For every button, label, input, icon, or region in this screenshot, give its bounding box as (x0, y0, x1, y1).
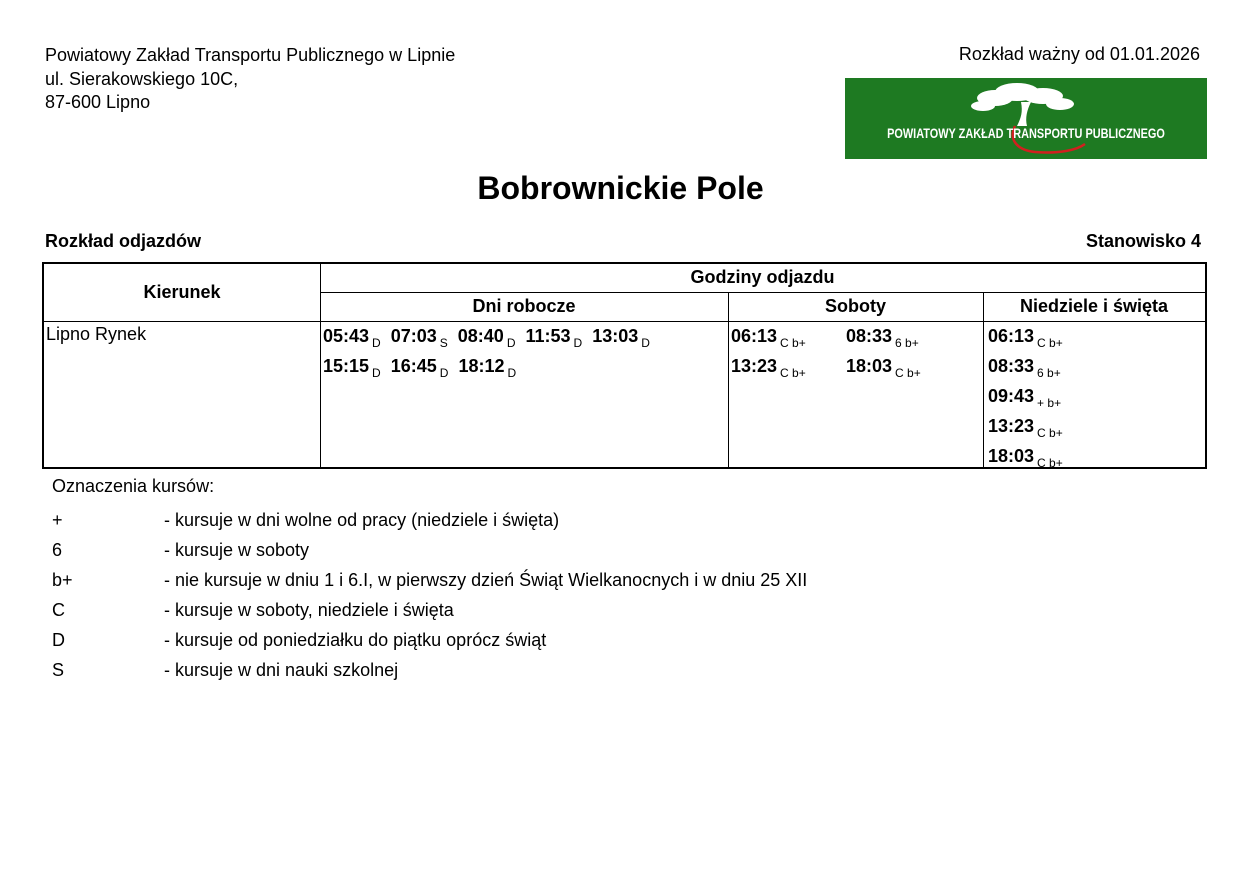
divider (728, 292, 729, 467)
departure-entry (731, 321, 846, 353)
departure-mark: C b+ (780, 336, 806, 350)
departure-entry (988, 381, 1061, 413)
time-row (731, 321, 961, 351)
legend-description: - kursuje w soboty, niedziele i święta (164, 600, 454, 620)
departure-entry (592, 321, 650, 353)
column-header-weekdays: Dni robocze (472, 296, 576, 316)
time-row (323, 321, 650, 351)
departure-entry (988, 411, 1063, 443)
departure-time: 15:15 (323, 356, 370, 376)
departure-mark: C b+ (895, 366, 921, 380)
departure-mark: D (573, 336, 583, 350)
departure-entry (731, 351, 846, 383)
time-row (731, 351, 961, 381)
departure-mark: C b+ (780, 366, 806, 380)
column-header-direction: Kierunek (143, 282, 221, 302)
time-row (988, 381, 1063, 411)
legend-item (52, 627, 807, 657)
saturday-times (731, 321, 961, 381)
departure-entry (323, 321, 381, 353)
legend-code: S (52, 660, 65, 680)
column-header-sundays: Niedziele i święta (1019, 296, 1169, 316)
legend-item (52, 597, 807, 627)
legend-code: + (52, 510, 63, 530)
time-row (988, 411, 1063, 441)
time-row (988, 351, 1063, 381)
sunday-times (988, 321, 1063, 471)
legend-list (52, 507, 807, 687)
legend-description: - kursuje w soboty (164, 540, 310, 560)
departure-time: 13:23 (731, 356, 778, 376)
departure-mark: 6 b+ (895, 336, 919, 350)
time-row (323, 351, 650, 381)
departure-mark: + b+ (1037, 396, 1062, 410)
validity-date: Rozkład ważny od 01.01.2026 (958, 44, 1200, 64)
departure-entry (846, 321, 961, 353)
company-name: Powiatowy Zakład Transportu Publicznego w Lipnie (45, 45, 456, 65)
departure-entry (988, 441, 1063, 473)
tree-icon (845, 78, 1207, 159)
column-header-saturdays: Soboty (825, 296, 886, 316)
departure-mark: 6 b+ (1037, 366, 1061, 380)
company-logo (845, 78, 1207, 159)
departure-mark: D (506, 336, 516, 350)
subtitle-departures: Rozkład odjazdów (45, 231, 202, 251)
departure-time: 13:03 (592, 326, 639, 346)
postal-city: 87-600 Lipno (45, 92, 151, 112)
departure-mark: D (507, 366, 517, 380)
platform-number: Stanowisko 4 (1085, 231, 1201, 251)
departure-time: 16:45 (390, 356, 437, 376)
departure-time: 08:40 (457, 326, 504, 346)
legend-description: - kursuje od poniedziałku do piątku oprócz świąt (164, 630, 547, 650)
departure-entry (988, 321, 1063, 353)
weekday-times (323, 321, 650, 381)
departure-entry (458, 321, 516, 353)
legend-item (52, 507, 807, 537)
departure-entry (458, 351, 516, 383)
departure-entry (988, 351, 1061, 383)
legend-item (52, 567, 807, 597)
departure-time: 09:43 (988, 386, 1035, 406)
column-header-hours: Godziny odjazdu (690, 267, 835, 287)
departure-time: 18:03 (846, 356, 893, 376)
departure-mark: C b+ (1037, 456, 1063, 470)
departure-time: 07:03 (390, 326, 437, 346)
departure-mark: D (439, 366, 449, 380)
timetable (42, 262, 1207, 469)
departure-entry (391, 351, 449, 383)
street-address: ul. Sierakowskiego 10C, (45, 68, 239, 89)
departure-mark: C b+ (1037, 336, 1063, 350)
departure-time: 05:43 (323, 326, 370, 346)
departure-mark: D (641, 336, 650, 350)
legend-code: C (52, 600, 65, 620)
departure-time: 08:33 (846, 326, 893, 346)
legend-code: b+ (52, 570, 73, 590)
time-row (988, 441, 1063, 471)
stop-name: Bobrownickie Pole (477, 170, 764, 206)
departure-time: 11:53 (525, 326, 571, 346)
logo-text: POWIATOWY ZAKŁAD TRANSPORTU PUBLICZNEGO (887, 125, 1165, 141)
departure-mark: D (372, 366, 381, 380)
divider (320, 292, 1205, 293)
legend-title: Oznaczenia kursów: (52, 476, 215, 496)
legend-code: 6 (52, 540, 63, 560)
departure-mark: S (439, 336, 448, 350)
legend-code: D (52, 630, 65, 650)
direction-name: Lipno Rynek (46, 324, 147, 344)
legend-description: - nie kursuje w dniu 1 i 6.I, w pierwszy dzień Świąt Wielkanocnych i w dniu 25 XII (164, 570, 808, 590)
departure-entry (391, 321, 448, 353)
departure-mark: C b+ (1037, 426, 1063, 440)
departure-entry (323, 351, 381, 383)
departure-time: 08:33 (988, 356, 1035, 376)
company-address (45, 44, 455, 115)
legend-item (52, 537, 807, 567)
time-row (988, 321, 1063, 351)
legend-item (52, 657, 807, 687)
legend-description: - kursuje w dni nauki szkolnej (164, 660, 399, 680)
departure-time: 06:13 (988, 326, 1035, 346)
legend-description: - kursuje w dni wolne od pracy (niedziele i święta) (164, 510, 560, 530)
departure-entry (846, 351, 961, 383)
departure-mark: D (372, 336, 381, 350)
departure-entry (526, 321, 583, 353)
departure-time: 06:13 (731, 326, 778, 346)
departure-time: 13:23 (988, 416, 1035, 436)
departure-time: 18:03 (988, 446, 1035, 466)
divider (320, 264, 321, 467)
divider (983, 292, 984, 467)
departure-time: 18:12 (458, 356, 505, 376)
